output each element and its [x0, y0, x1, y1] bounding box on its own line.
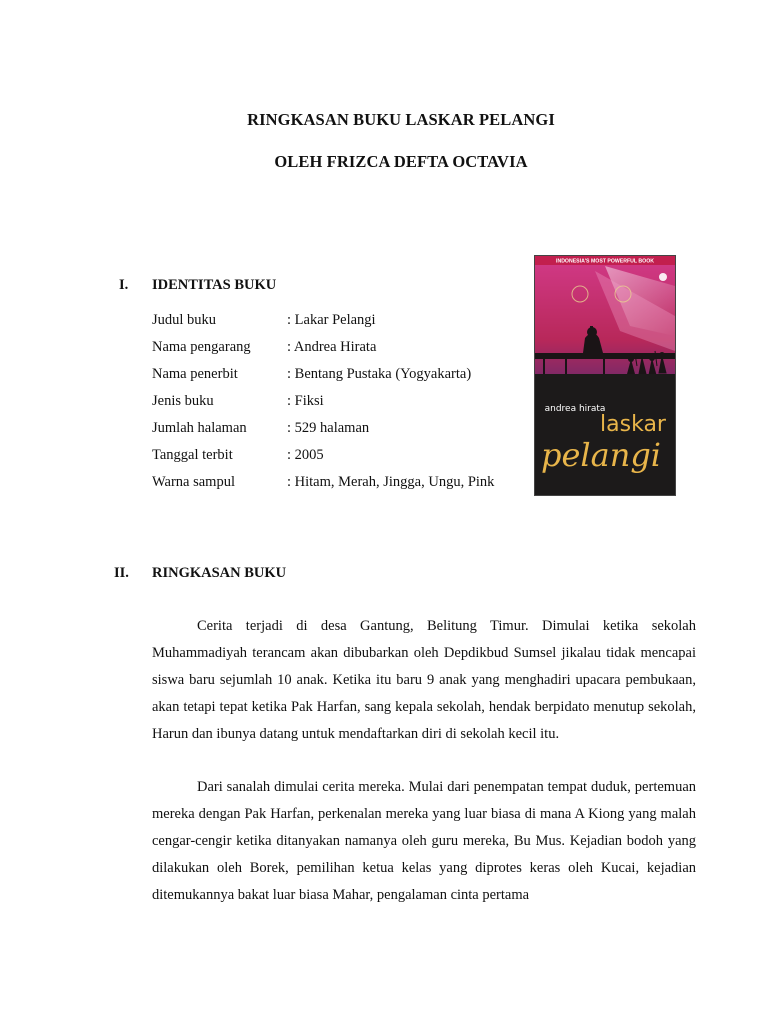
identity-value: : 529 halaman	[287, 420, 370, 436]
identity-row-date	[152, 447, 494, 474]
identity-label: Nama penerbit	[152, 366, 238, 382]
book-identity-table	[152, 312, 494, 501]
summary-paragraph: Cerita terjadi di desa Gantung, Belitung Timur. Dimulai ketika sekolah Muhammadiyah terancam akan dibubarkan oleh Depdikbud Sumsel jikalau tidak mencapai siswa baru sejumlah 10 anak. Ketika itu baru 9 anak yang menghadiri upacara pembukaan, akan tetapi tepat ketika Pak Harfan, sang kepala sekolah, hendak berpidato menutup sekolah, Harun dan ibunya datang untuk mendaftarkan diri di sekolah kecil itu.	[152, 618, 696, 742]
identity-value: : Lakar Pelangi	[287, 312, 376, 328]
cover-title-top: laskar	[600, 412, 666, 437]
identity-row-cover-color	[152, 474, 494, 501]
identity-row-author	[152, 339, 494, 366]
identity-label: Jumlah halaman	[152, 420, 247, 436]
identity-value: : Fiksi	[287, 393, 324, 409]
identity-row-pages	[152, 420, 494, 447]
cover-author-text: andrea hirata	[544, 404, 606, 414]
identity-row-publisher	[152, 366, 494, 393]
identity-value: : Andrea Hirata	[287, 339, 377, 355]
summary-paragraph: Dari sanalah dimulai cerita mereka. Mulai dari penempatan tempat duduk, pertemuan mereka dengan Pak Harfan, perkenalan mereka yang luar biasa di mana A Kiong yang malah cengar-cengir ketika ditanyakan namanya oleh guru mereka, Bu Mus. Kejadian bodoh yang dilakukan oleh Borek, pemilihan ketua kelas yang diprotes keras oleh Kucai, kejadian ditemukannya bakat luar biasa Mahar, pengalaman cinta pertama	[152, 779, 696, 903]
identity-value: : Bentang Pustaka (Yogyakarta)	[287, 366, 472, 382]
identity-row-title	[152, 312, 494, 339]
identity-row-genre	[152, 393, 494, 420]
identity-label: Tanggal terbit	[152, 447, 233, 463]
book-cover-image	[535, 256, 675, 495]
cover-title-bottom: pelangi	[540, 436, 662, 474]
identity-label: Jenis buku	[152, 393, 214, 409]
cover-banner-text: INDONESIA'S MOST POWERFUL BOOK	[556, 258, 654, 265]
section-2-number: II.	[114, 565, 129, 581]
document-title: RINGKASAN BUKU LASKAR PELANGI	[247, 110, 555, 129]
section-2-heading: RINGKASAN BUKU	[152, 565, 287, 581]
section-1-heading: IDENTITAS BUKU	[152, 277, 277, 293]
identity-value: : 2005	[287, 447, 324, 463]
document-subtitle-author: OLEH FRIZCA DEFTA OCTAVIA	[274, 152, 528, 171]
identity-label: Nama pengarang	[152, 339, 251, 355]
identity-value: : Hitam, Merah, Jingga, Ungu, Pink	[287, 474, 495, 490]
identity-label: Judul buku	[152, 312, 217, 328]
identity-label: Warna sampul	[152, 474, 235, 490]
section-1-number: I.	[119, 277, 129, 293]
